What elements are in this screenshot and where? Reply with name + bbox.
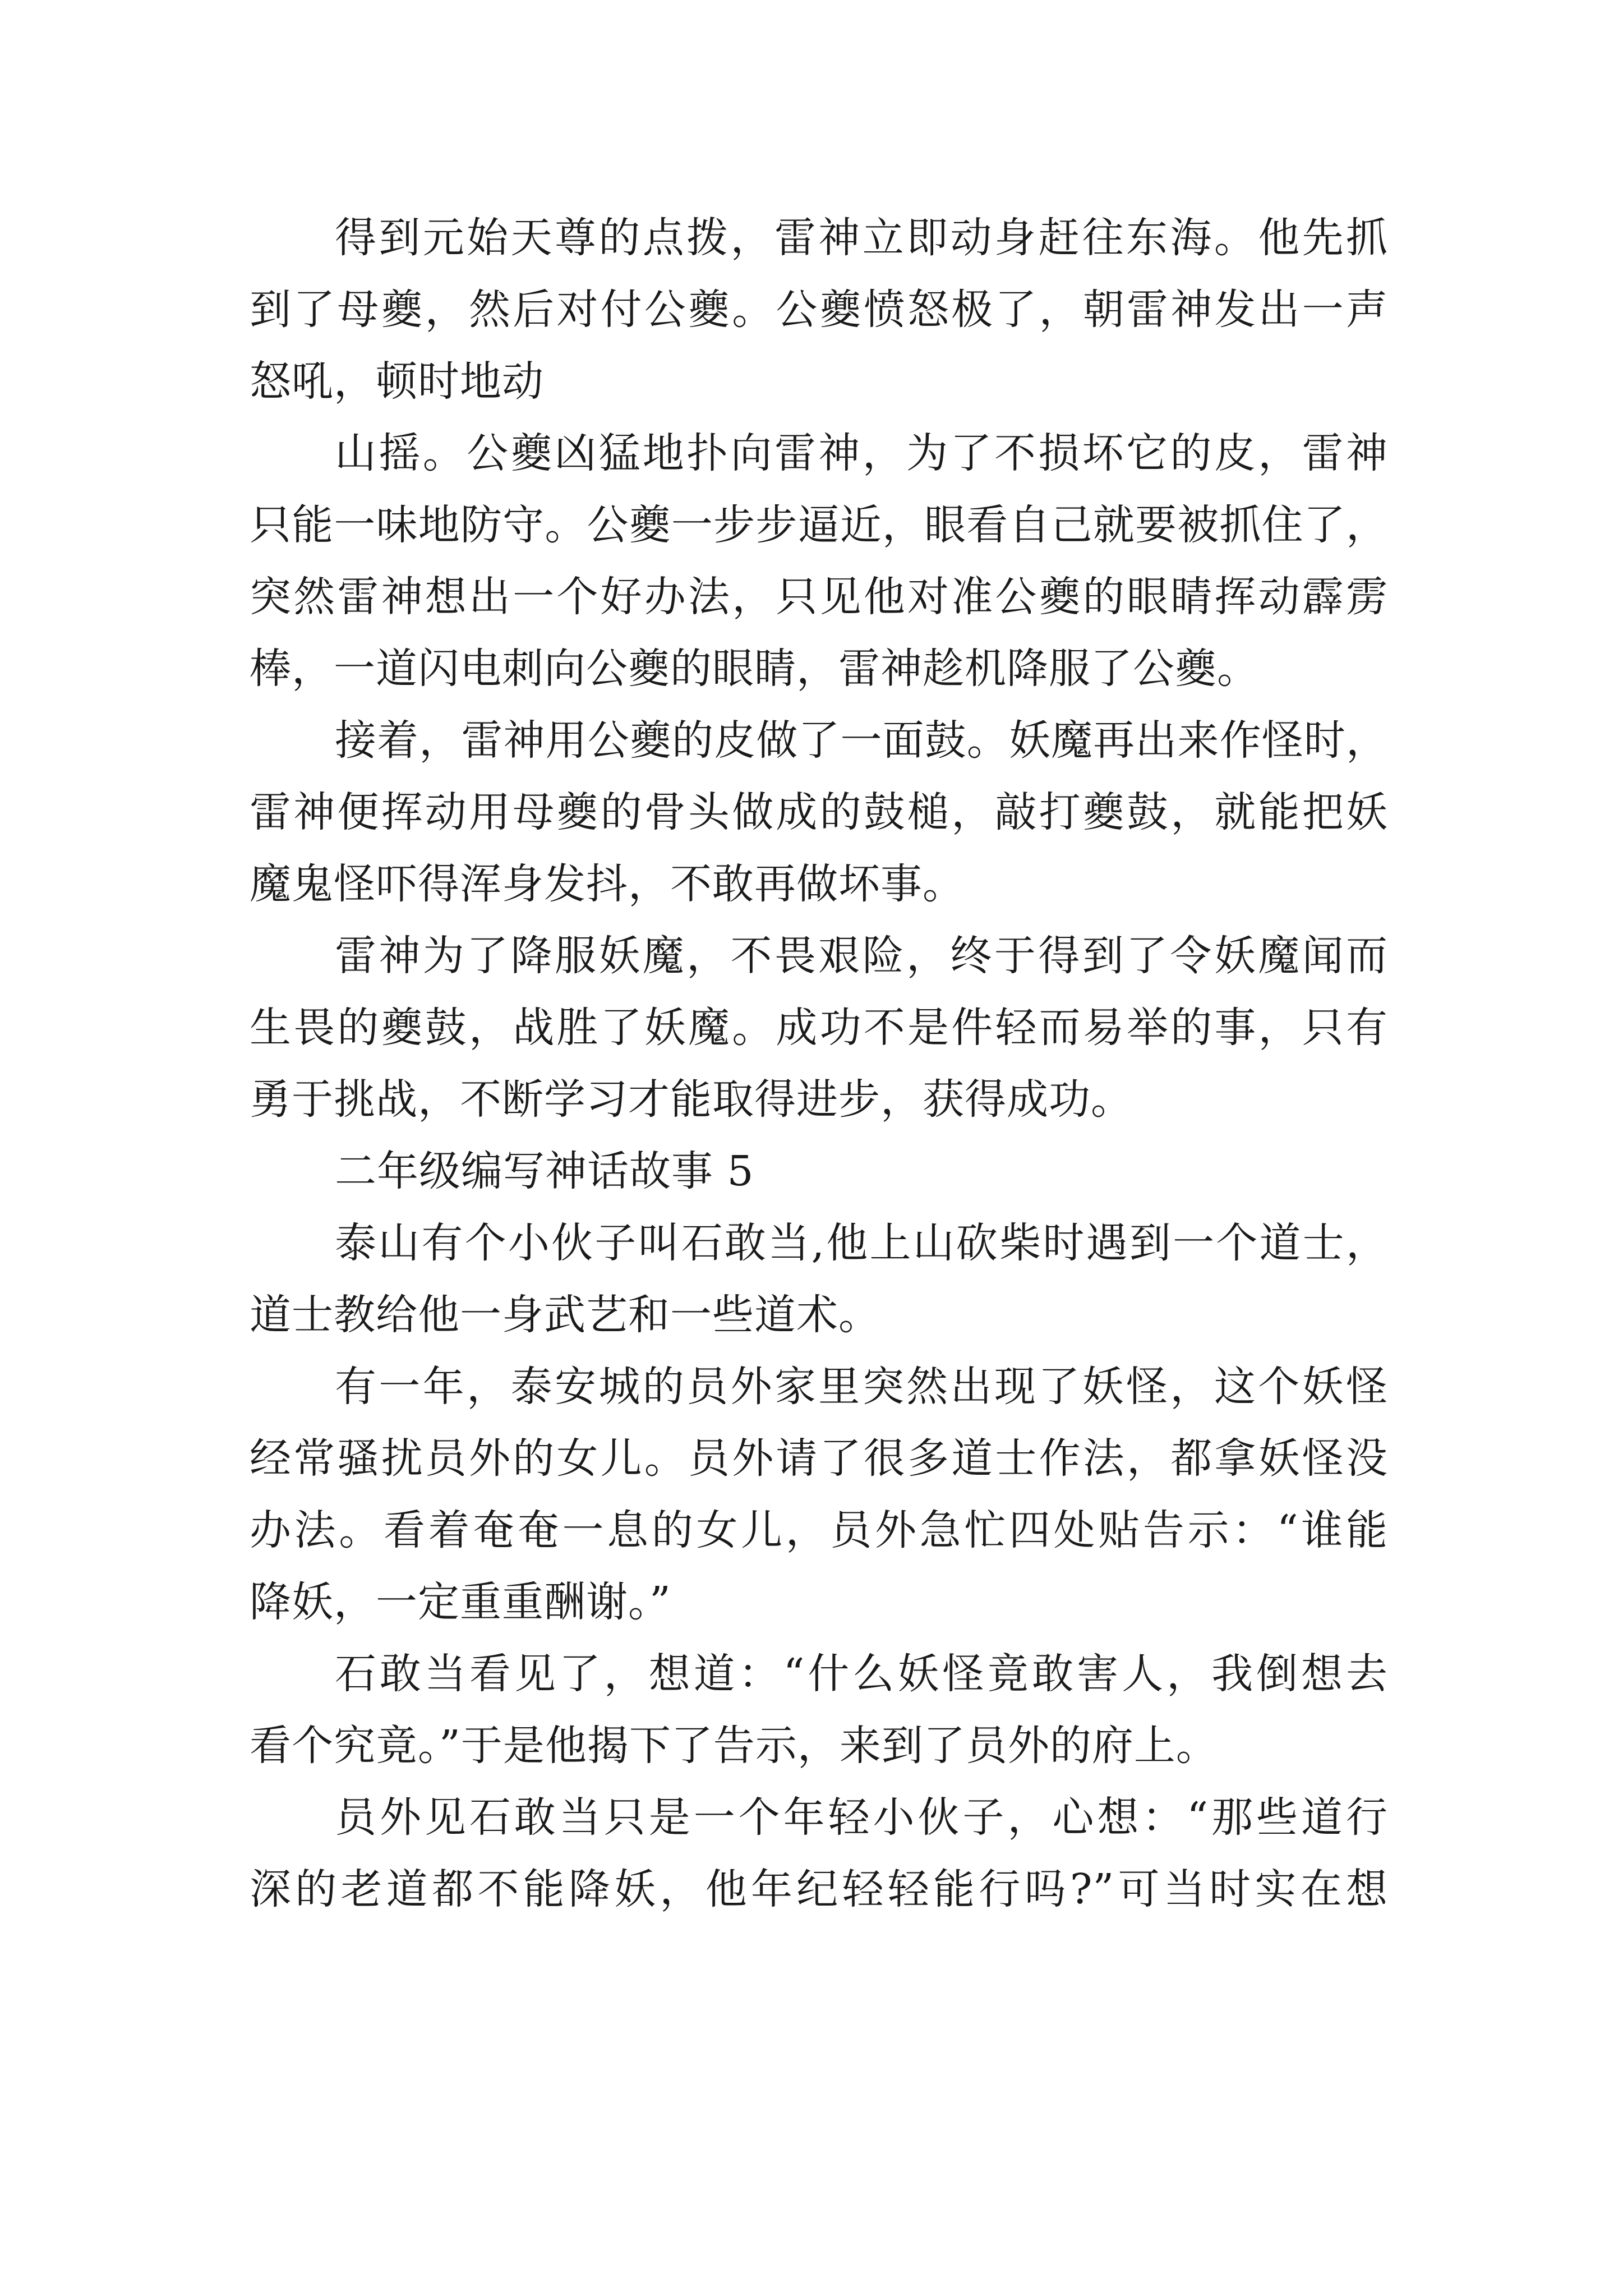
text-line: 经常骚扰员外的女儿。员外请了很多道士作法，都拿妖怪没 <box>250 1434 1388 1483</box>
text-line: 勇于挑战，不断学习才能取得进步，获得成功。 <box>250 1075 1133 1124</box>
text-line: 怒吼，顿时地动 <box>250 357 544 406</box>
text-line: 生畏的夔鼓，战胜了妖魔。成功不是件轻而易举的事，只有 <box>250 1004 1388 1052</box>
text-line: 道士教给他一身武艺和一些道术。 <box>250 1291 880 1339</box>
text-line: 看个究竟。”于是他揭下了告示，来到了员外的府上。 <box>250 1722 1218 1770</box>
text-line: 有一年，泰安城的员外家里突然出现了妖怪，这个妖怪 <box>335 1363 1388 1411</box>
text-line: 降妖，一定重重酬谢。” <box>250 1578 671 1626</box>
text-line: 突然雷神想出一个好办法，只见他对准公夔的眼睛挥动霹雳 <box>250 573 1388 621</box>
text-line: 石敢当看见了，想道：“什么妖怪竟敢害人，我倒想去 <box>335 1650 1388 1698</box>
text-line: 到了母夔，然后对付公夔。公夔愤怒极了，朝雷神发出一声 <box>250 286 1388 334</box>
text-line: 雷神为了降服妖魔，不畏艰险，终于得到了令妖魔闻而 <box>335 932 1388 980</box>
text-line: 办法。看着奄奄一息的女儿，员外急忙四处贴告示：“谁能 <box>250 1506 1388 1554</box>
text-line: 棒，一道闪电刺向公夔的眼睛，雷神趁机降服了公夔。 <box>250 645 1259 693</box>
text-line: 泰山有个小伙子叫石敢当,他上山砍柴时遇到一个道士， <box>335 1219 1388 1267</box>
text-line: 得到元始天尊的点拨，雷神立即动身赶往东海。他先抓 <box>335 214 1388 262</box>
text-line: 雷神便挥动用母夔的骨头做成的鼓槌，敲打夔鼓，就能把妖 <box>250 788 1388 836</box>
section-heading: 二年级编写神话故事 5 <box>335 1147 754 1195</box>
text-line: 只能一味地防守。公夔一步步逼近，眼看自己就要被抓住了， <box>250 501 1388 549</box>
text-line: 魔鬼怪吓得浑身发抖，不敢再做坏事。 <box>250 860 965 908</box>
text-line: 山摇。公夔凶猛地扑向雷神，为了不损坏它的皮，雷神 <box>335 429 1388 477</box>
document-page <box>250 202 1388 1925</box>
text-line: 深的老道都不能降妖，他年纪轻轻能行吗?”可当时实在想 <box>250 1865 1388 1913</box>
text-line: 员外见石敢当只是一个年轻小伙子，心想：“那些道行 <box>335 1793 1388 1842</box>
text-line: 接着，雷神用公夔的皮做了一面鼓。妖魔再出来作怪时， <box>335 716 1388 765</box>
